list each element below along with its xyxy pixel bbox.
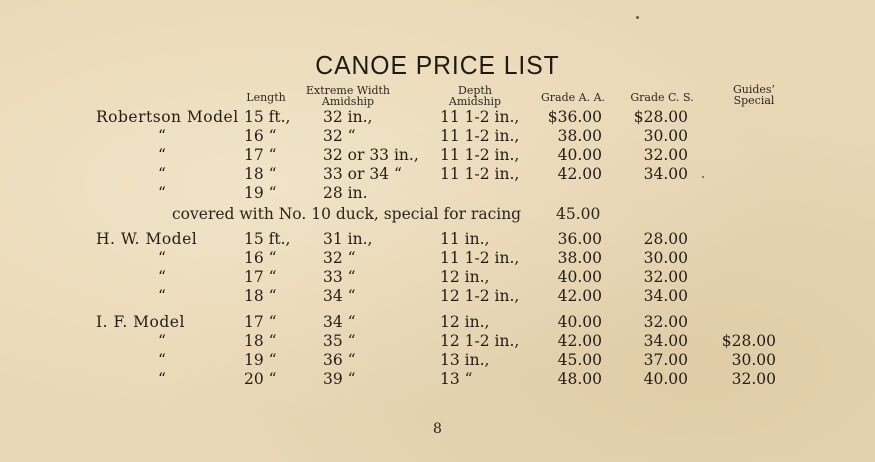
header-depth-line1: Depth [458,84,492,97]
grade-cs-cell: 32.00 [643,146,688,164]
header-grade-aa [533,92,613,103]
header-grade-cs [622,92,702,103]
length-cell: 18 “ [244,165,277,183]
width-cell: 31 in., [323,230,373,248]
guides-special-cell: 30.00 [731,351,776,369]
grade-aa-cell: 42.00 [557,165,602,183]
length-cell: 16 “ [244,127,277,145]
grade-aa-cell: 48.00 [557,370,602,388]
guides-special-cell: $28.00 [721,332,776,350]
length-cell: 20 “ [244,370,277,388]
model-cell: “ [158,268,166,286]
grade-aa-cell: 42.00 [557,287,602,305]
guides-special-cell: 32.00 [731,370,776,388]
model-cell: “ [158,351,166,369]
depth-cell: 11 1-2 in., [440,165,520,183]
length-cell: 15 ft., [244,108,291,126]
length-cell: 19 “ [244,351,277,369]
header-length [238,92,294,103]
model-cell: H. W. Model [96,230,198,248]
model-cell: Robertson Model [96,108,239,126]
model-cell: “ [158,146,166,164]
width-cell: 32 in., [323,108,373,126]
header-guides-special [722,84,786,106]
depth-cell: 11 in., [440,230,490,248]
model-cell: “ [158,370,166,388]
length-cell: 17 “ [244,146,277,164]
paper-speck [636,16,639,19]
paper-speck [702,176,704,178]
width-cell: 32 or 33 in., [323,146,419,164]
grade-cs-cell: $28.00 [633,108,688,126]
header-depth-line2: Amidship [448,95,502,108]
width-cell: 35 “ [323,332,356,350]
length-cell: 19 “ [244,184,277,202]
width-cell: 34 “ [323,313,356,331]
length-cell: 16 “ [244,249,277,267]
page-number: 8 [433,421,442,437]
racing-price: 45.00 [556,205,601,223]
depth-cell: 13 “ [440,370,473,388]
width-cell: 33 “ [323,268,356,286]
depth-cell: 11 1-2 in., [440,108,520,126]
depth-cell: 11 1-2 in., [440,146,520,164]
depth-cell: 13 in., [440,351,490,369]
grade-cs-cell: 34.00 [643,287,688,305]
header-grade-aa-label: Grade A. A. [540,91,606,104]
grade-aa-cell: 45.00 [557,351,602,369]
grade-aa-cell: 42.00 [557,332,602,350]
grade-aa-cell: $36.00 [547,108,602,126]
depth-cell: 12 in., [440,268,490,286]
grade-aa-cell: 40.00 [557,268,602,286]
grade-aa-cell: 40.00 [557,146,602,164]
width-cell: 34 “ [323,287,356,305]
grade-cs-cell: 32.00 [643,313,688,331]
header-width [296,85,400,107]
length-cell: 17 “ [244,313,277,331]
width-cell: 32 “ [323,249,356,267]
grade-cs-cell: 30.00 [643,249,688,267]
length-cell: 17 “ [244,268,277,286]
model-cell: “ [158,165,166,183]
depth-cell: 12 in., [440,313,490,331]
depth-cell: 11 1-2 in., [440,127,520,145]
grade-aa-cell: 40.00 [557,313,602,331]
depth-cell: 12 1-2 in., [440,287,520,305]
grade-aa-cell: 38.00 [557,249,602,267]
page-title: CANOE PRICE LIST [315,50,560,80]
width-cell: 28 in. [323,184,368,202]
grade-cs-cell: 37.00 [643,351,688,369]
model-cell: “ [158,332,166,350]
racing-note: covered with No. 10 duck, special for racing [172,205,522,223]
length-cell: 18 “ [244,287,277,305]
header-guides-line1: Guides’ [732,83,776,96]
grade-cs-cell: 40.00 [643,370,688,388]
model-cell: “ [158,287,166,305]
header-guides-line2: Special [733,94,775,107]
length-cell: 15 ft., [244,230,291,248]
width-cell: 39 “ [323,370,356,388]
width-cell: 33 or 34 “ [323,165,402,183]
grade-cs-cell: 34.00 [643,165,688,183]
model-cell: “ [158,184,166,202]
header-grade-cs-label: Grade C. S. [630,91,694,104]
grade-aa-cell: 36.00 [557,230,602,248]
grade-cs-cell: 32.00 [643,268,688,286]
grade-aa-cell: 38.00 [557,127,602,145]
width-cell: 32 “ [323,127,356,145]
length-cell: 18 “ [244,332,277,350]
header-width-line2: Amidship [321,95,375,108]
depth-cell: 11 1-2 in., [440,249,520,267]
header-length-label: Length [246,91,286,104]
model-cell: “ [158,249,166,267]
grade-cs-cell: 34.00 [643,332,688,350]
width-cell: 36 “ [323,351,356,369]
grade-cs-cell: 28.00 [643,230,688,248]
header-depth [435,85,515,107]
model-cell: “ [158,127,166,145]
depth-cell: 12 1-2 in., [440,332,520,350]
header-width-line1: Extreme Width [305,84,391,97]
grade-cs-cell: 30.00 [643,127,688,145]
model-cell: I. F. Model [96,313,185,331]
